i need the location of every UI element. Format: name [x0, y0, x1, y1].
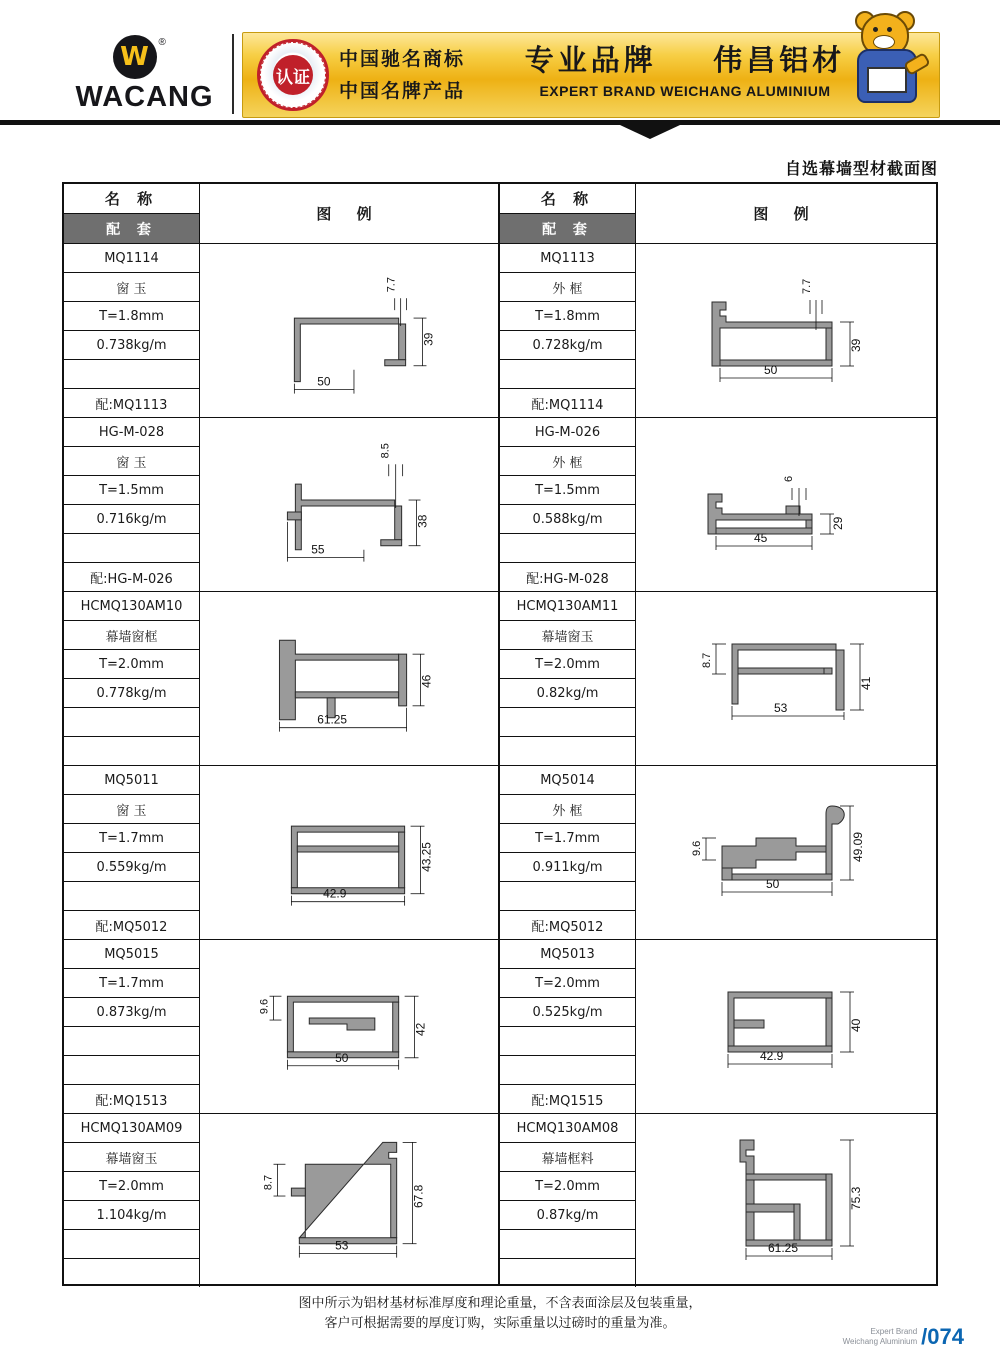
product-weight: 0.778kg/m: [64, 679, 199, 708]
registered-trademark-icon: ®: [158, 36, 166, 48]
profile-drawing: [200, 244, 498, 417]
table-row: [500, 418, 936, 592]
product-match: [500, 737, 635, 765]
table-row: [500, 592, 936, 766]
product-blank: [64, 360, 199, 389]
dim-width: 50: [766, 877, 780, 891]
profile-drawing: [636, 244, 936, 417]
certification-seal-icon: [257, 39, 329, 111]
product-match: 配:MQ1515: [531, 1093, 604, 1109]
logo-letter: W: [120, 41, 149, 72]
dim-top: 8.7: [701, 652, 713, 668]
profile-drawing: [636, 1114, 936, 1287]
profile-drawing: [200, 418, 498, 591]
product-weight: 0.87kg/m: [500, 1201, 635, 1230]
product-type: 外 框: [500, 795, 635, 824]
dim-top: 8.7: [262, 1174, 275, 1191]
header-set: 配 套: [500, 214, 635, 243]
footer-brand-line-2: Weichang Aluminium: [842, 1337, 918, 1346]
product-type: 幕墙窗玉: [64, 1143, 199, 1172]
page-number: /074: [921, 1324, 964, 1349]
header-figure: 图 例: [753, 205, 819, 223]
dim-top: 7.7: [801, 278, 813, 294]
spec-cell: [64, 592, 200, 765]
tiger-mascot-icon: [843, 11, 935, 115]
table-row: [64, 418, 498, 592]
banner-title-right: 伟昌铝材: [713, 43, 846, 77]
dim-height: 42: [413, 1022, 428, 1036]
product-type: 窗 玉: [64, 795, 199, 824]
product-type: 窗 玉: [64, 273, 199, 302]
dim-width: 42.9: [323, 886, 347, 901]
product-thickness: T=2.0mm: [500, 1172, 635, 1201]
product-match: 配:HG-M-028: [526, 571, 609, 587]
profile-drawing: [200, 1114, 498, 1287]
product-weight: 0.716kg/m: [64, 505, 199, 534]
product-blank: [64, 1056, 199, 1085]
product-code: MQ1113: [500, 244, 635, 273]
spec-cell: [500, 244, 636, 417]
product-match: [64, 737, 199, 765]
page-header: [0, 0, 1000, 125]
product-weight: 0.588kg/m: [500, 505, 635, 534]
product-weight: 0.738kg/m: [64, 331, 199, 360]
profile-drawing: [636, 418, 936, 591]
profile-drawing: [636, 766, 936, 939]
spec-cell: [64, 766, 200, 939]
product-code: HCMQ130AM10: [64, 592, 199, 621]
table-row: [500, 244, 936, 418]
product-blank: [64, 708, 199, 737]
table-row: [500, 1114, 936, 1287]
page-title: 自选幕墙型材截面图: [784, 159, 938, 178]
profile-drawing: [636, 940, 936, 1113]
badge-line-2: 中国名牌产品: [339, 80, 466, 102]
dim-height: 40: [849, 1018, 863, 1032]
product-type: 幕墙窗玉: [500, 621, 635, 650]
product-weight: 1.104kg/m: [64, 1201, 199, 1230]
dim-height: 29: [831, 516, 845, 530]
product-code: HG-M-026: [500, 418, 635, 447]
header-figure: 图 例: [316, 205, 382, 223]
dim-width: 61.25: [317, 712, 348, 727]
product-type: T=1.7mm: [64, 969, 199, 998]
product-match: 配:MQ5012: [531, 919, 604, 935]
table-row: [64, 766, 498, 940]
dim-height: 75.3: [849, 1186, 863, 1210]
dim-width: 50: [317, 374, 331, 389]
spec-cell: [500, 940, 636, 1113]
product-thickness: T=1.8mm: [500, 302, 635, 331]
badge-line-1: 中国驰名商标: [339, 48, 466, 70]
product-thickness: T=1.5mm: [64, 476, 199, 505]
table-row: [64, 940, 498, 1114]
product-thickness: T=1.5mm: [500, 476, 635, 505]
dim-width: 53: [774, 701, 788, 715]
dim-top: 9.6: [691, 840, 703, 856]
product-match: 配:MQ1114: [531, 397, 604, 413]
company-logo: [62, 30, 227, 118]
header-set: 配 套: [64, 214, 199, 243]
table-row: [64, 592, 498, 766]
spec-cell: [64, 1114, 200, 1287]
table-row: [500, 940, 936, 1114]
profiles-table: [62, 182, 938, 1286]
profile-drawing: [200, 592, 498, 765]
product-blank: [500, 882, 635, 911]
product-code: HCMQ130AM11: [500, 592, 635, 621]
product-type: 外 框: [500, 447, 635, 476]
profile-drawing: [200, 766, 498, 939]
product-code: MQ5011: [64, 766, 199, 795]
profile-drawing: [636, 592, 936, 765]
product-match: 配:MQ1113: [95, 397, 168, 413]
dim-width: 42.9: [760, 1049, 784, 1063]
product-code: MQ5013: [500, 940, 635, 969]
dim-width: 53: [335, 1238, 349, 1253]
footnote-line-1: 图中所示为铝材基材标准厚度和理论重量，不含表面涂层及包装重量，: [298, 1296, 702, 1311]
product-thickness: T=2.0mm: [500, 650, 635, 679]
spec-cell: [64, 418, 200, 591]
dim-height: 39: [849, 338, 863, 352]
product-code: HG-M-028: [64, 418, 199, 447]
spec-cell: [500, 766, 636, 939]
product-type: T=2.0mm: [500, 969, 635, 998]
footnote-line-2: 客户可根据需要的厚度订购，实际重量以过磅时的重量为准。: [324, 1316, 676, 1331]
dim-height: 49.09: [851, 831, 865, 862]
page-footer: [842, 1324, 964, 1349]
table-header-row: [64, 184, 498, 244]
product-weight: 0.82kg/m: [500, 679, 635, 708]
product-type: 外 框: [500, 273, 635, 302]
table-header-row: [500, 184, 936, 244]
table-column-left: [64, 184, 500, 1284]
dim-width: 50: [335, 1050, 349, 1065]
header-rule: [0, 120, 1000, 125]
product-code: MQ1114: [64, 244, 199, 273]
header-name: 名 称: [500, 184, 635, 214]
table-column-right: [500, 184, 936, 1284]
table-row: [64, 244, 498, 418]
brand-banner: [242, 32, 940, 118]
product-blank: [64, 1230, 199, 1259]
footer-brand-line-1: Expert Brand: [870, 1327, 918, 1336]
dim-height: 39: [421, 332, 436, 346]
dim-height: 41: [859, 676, 873, 690]
product-weight: 0.559kg/m: [64, 853, 199, 882]
banner-title-english: EXPERT BRAND WEICHANG ALUMINIUM: [539, 83, 831, 99]
dim-width: 45: [754, 531, 768, 545]
product-thickness: T=2.0mm: [64, 650, 199, 679]
spec-cell: [64, 244, 200, 417]
header-divider: [232, 34, 234, 114]
header-name: 名 称: [64, 184, 199, 214]
banner-title: [515, 39, 855, 101]
product-blank: [500, 1056, 635, 1085]
product-thickness: T=1.8mm: [64, 302, 199, 331]
product-weight: 0.728kg/m: [500, 331, 635, 360]
product-thickness: 0.873kg/m: [64, 998, 199, 1027]
product-thickness: T=2.0mm: [64, 1172, 199, 1201]
brand-name: WACANG: [75, 80, 214, 113]
spec-cell: [500, 592, 636, 765]
seal-label: 认证: [273, 55, 313, 95]
certification-badges: [339, 43, 507, 107]
product-thickness: 0.525kg/m: [500, 998, 635, 1027]
dim-height: 67.8: [411, 1184, 426, 1208]
product-blank: [64, 882, 199, 911]
header-tab-arrow-icon: [620, 125, 680, 139]
profile-drawing: [200, 940, 498, 1113]
spec-cell: [500, 1114, 636, 1287]
product-code: HCMQ130AM09: [64, 1114, 199, 1143]
product-blank: [64, 534, 199, 563]
product-match: 配:MQ5012: [95, 919, 168, 935]
product-thickness: T=1.7mm: [64, 824, 199, 853]
product-code: MQ5015: [64, 940, 199, 969]
dim-width: 55: [311, 542, 325, 557]
product-weight: 0.911kg/m: [500, 853, 635, 882]
table-row: [500, 766, 936, 940]
product-match: [64, 1259, 199, 1287]
product-blank: [500, 534, 635, 563]
product-weight: [500, 1027, 635, 1056]
product-blank: [500, 708, 635, 737]
product-match: 配:HG-M-026: [90, 571, 173, 587]
dim-top: 6: [783, 475, 795, 482]
dim-height: 38: [415, 514, 430, 528]
table-row: [64, 1114, 498, 1287]
product-blank: [500, 1230, 635, 1259]
wacang-logo-icon: [113, 35, 177, 79]
dim-top: 9.6: [258, 998, 271, 1015]
product-match: 配:MQ1513: [95, 1093, 168, 1109]
product-type: 窗 玉: [64, 447, 199, 476]
product-weight: [64, 1027, 199, 1056]
product-type: 幕墙窗框: [64, 621, 199, 650]
spec-cell: [500, 418, 636, 591]
product-type: 幕墙框料: [500, 1143, 635, 1172]
product-match: [500, 1259, 635, 1287]
spec-cell: [64, 940, 200, 1113]
dim-top: 8.5: [379, 443, 392, 459]
product-thickness: T=1.7mm: [500, 824, 635, 853]
banner-title-left: 专业品牌: [524, 43, 657, 77]
dim-height: 43.25: [419, 842, 434, 872]
dim-height: 46: [419, 674, 434, 688]
product-blank: [500, 360, 635, 389]
dim-width: 50: [764, 363, 778, 377]
dim-width: 61.25: [768, 1241, 799, 1255]
product-code: MQ5014: [500, 766, 635, 795]
dim-top: 7.7: [385, 277, 398, 293]
product-code: HCMQ130AM08: [500, 1114, 635, 1143]
